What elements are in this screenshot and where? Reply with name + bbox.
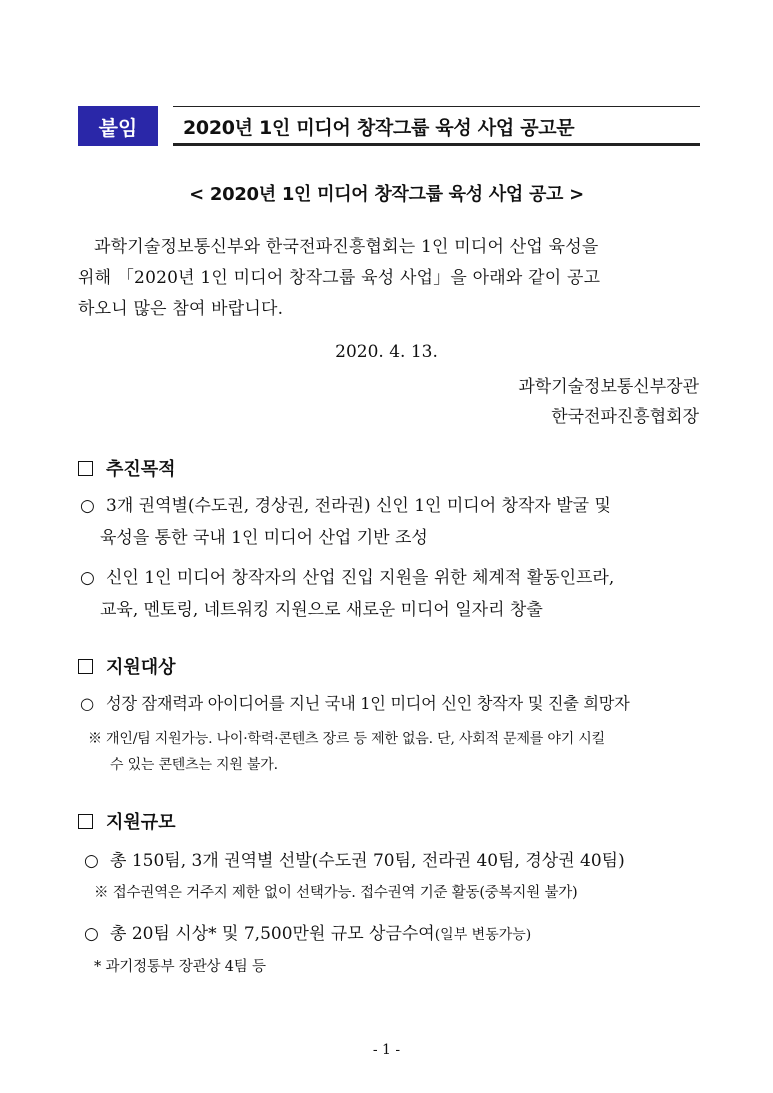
note	[88, 726, 605, 778]
footnote	[94, 954, 266, 980]
list-item-text: 총 150팀, 3개 권역별 선발(수도권 70팀, 전라권 40팀, 경상권 40팀)	[110, 851, 625, 871]
list-item-text: 총 20팀 시상* 및 7,500만원 규모 상금수여	[110, 924, 435, 944]
intro-line: 위해 「2020년 1인 미디어 창작그룹 육성 사업」을 아래와 같이 공고	[78, 268, 601, 288]
note-text: ※ 개인/팀 지원가능. 나이·학력·콘텐츠 장르 등 제한 없음. 단, 사회적 문제를 야기 시킬	[88, 731, 605, 747]
header-title: 2020년 1인 미디어 창작그룹 육성 사업 공고문	[183, 116, 575, 139]
section-heading-label: 지원규모	[106, 812, 176, 833]
circle-bullet-icon: ○	[84, 924, 99, 944]
header-bottom-rule	[173, 143, 700, 146]
square-bullet-icon	[78, 814, 93, 829]
intro-line: 과학기술정보통신부와 한국전파진흥협회는 1인 미디어 산업 육성을	[94, 237, 599, 257]
intro-paragraph	[78, 232, 700, 325]
signer-ministry: 과학기술정보통신부장관	[518, 377, 699, 397]
note-text: ※ 접수권역은 거주지 제한 없이 선택가능. 접수권역 기준 활동(중복지원 불가)	[94, 885, 578, 901]
announcement-title: < 2020년 1인 미디어 창작그룹 육성 사업 공고 >	[189, 184, 584, 205]
note	[94, 880, 578, 906]
square-bullet-icon	[78, 659, 93, 674]
circle-bullet-icon: ○	[80, 496, 95, 516]
page-number: - 1 -	[372, 1042, 401, 1058]
list-item	[80, 688, 702, 720]
list-item-text: 교육, 멘토링, 네트워킹 지원으로 새로운 미디어 일자리 창출	[100, 600, 543, 620]
circle-bullet-icon: ○	[80, 694, 94, 713]
list-item-small-text: (일부 변동가능)	[434, 927, 532, 943]
section-heading-target	[78, 653, 176, 679]
list-item-text: 육성을 통한 국내 1인 미디어 산업 기반 조성	[100, 528, 428, 548]
list-item	[84, 845, 706, 877]
attachment-header	[78, 106, 700, 146]
signer-association: 한국전파진흥협회장	[551, 407, 699, 427]
list-item	[80, 490, 702, 554]
section-heading-label: 지원대상	[106, 657, 176, 678]
list-item-text: 성장 잠재력과 아이디어를 지닌 국내 1인 미디어 신인 창작자 및 진출 희망자	[106, 694, 630, 713]
list-item	[80, 562, 702, 626]
square-bullet-icon	[78, 461, 93, 476]
note-text: 수 있는 콘텐츠는 지원 불가.	[110, 757, 278, 773]
list-item-text: 신인 1인 미디어 창작자의 산업 진입 지원을 위한 체계적 활동인프라,	[106, 568, 615, 588]
circle-bullet-icon: ○	[80, 568, 95, 588]
list-item	[84, 918, 706, 951]
section-heading-scale	[78, 808, 176, 834]
attachment-badge: 붙임	[78, 106, 158, 146]
note-text: * 과기정통부 장관상 4팀 등	[94, 959, 266, 975]
section-heading-purpose	[78, 455, 176, 481]
list-item-text: 3개 권역별(수도권, 경상권, 전라권) 신인 1인 미디어 창작자 발굴 및	[106, 496, 611, 516]
intro-line: 하오니 많은 참여 바랍니다.	[78, 299, 284, 319]
announcement-date: 2020. 4. 13.	[335, 342, 438, 362]
circle-bullet-icon: ○	[84, 851, 99, 871]
section-heading-label: 추진목적	[106, 459, 176, 480]
